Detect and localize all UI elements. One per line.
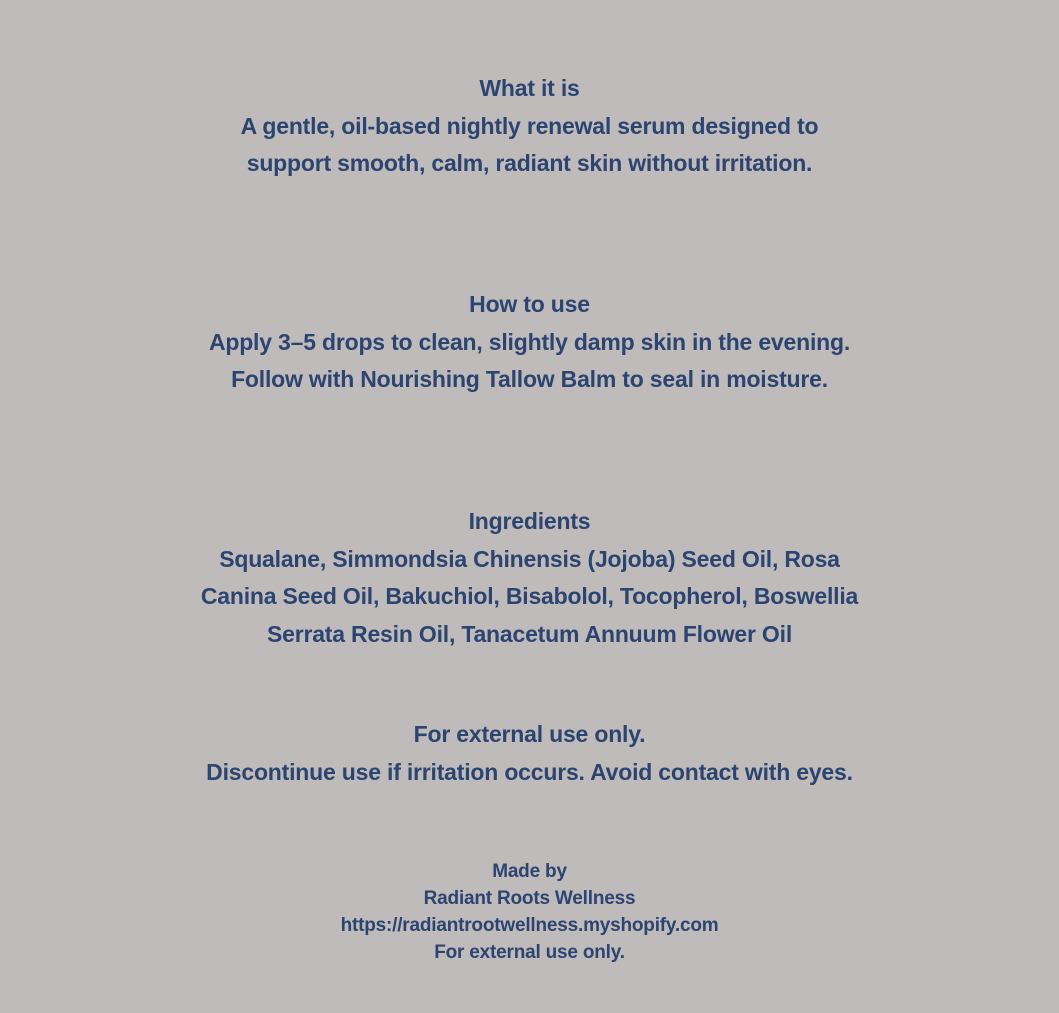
what-it-is-heading: What it is bbox=[479, 75, 580, 101]
what-it-is-section bbox=[0, 70, 1059, 183]
footer-note: For external use only. bbox=[434, 942, 625, 963]
what-it-is-line-2: support smooth, calm, radiant skin without irritation. bbox=[246, 150, 813, 176]
warning-line-1: Discontinue use if irritation occurs. Avoid contact with eyes. bbox=[206, 758, 853, 785]
warning-section bbox=[0, 716, 1059, 791]
how-to-use-section bbox=[0, 286, 1059, 399]
what-it-is-line-1: A gentle, oil-based nightly renewal serum designed to bbox=[240, 112, 819, 139]
how-to-use-line-1: Apply 3–5 drops to clean, slightly damp skin in the evening. bbox=[208, 328, 851, 355]
how-to-use-line-2: Follow with Nourishing Tallow Balm to seal in moisture. bbox=[231, 366, 828, 392]
brand-name: Radiant Roots Wellness bbox=[423, 888, 636, 909]
ingredients-line-2: Canina Seed Oil, Bakuchiol, Bisabolol, Tocopherol, Boswellia bbox=[200, 583, 859, 609]
ingredients-line-1: Squalane, Simmondsia Chinensis (Jojoba) Seed Oil, Rosa bbox=[219, 545, 840, 572]
ingredients-section bbox=[0, 503, 1059, 653]
maker-footer bbox=[0, 858, 1059, 966]
store-url: https://radiantrootwellness.myshopify.com bbox=[340, 915, 719, 936]
how-to-use-heading: How to use bbox=[469, 291, 590, 317]
ingredients-line-3: Serrata Resin Oil, Tanacetum Annuum Flower Oil bbox=[266, 620, 793, 647]
ingredients-heading: Ingredients bbox=[468, 508, 591, 534]
warning-heading: For external use only. bbox=[413, 721, 646, 747]
made-by-label: Made by bbox=[492, 861, 567, 882]
